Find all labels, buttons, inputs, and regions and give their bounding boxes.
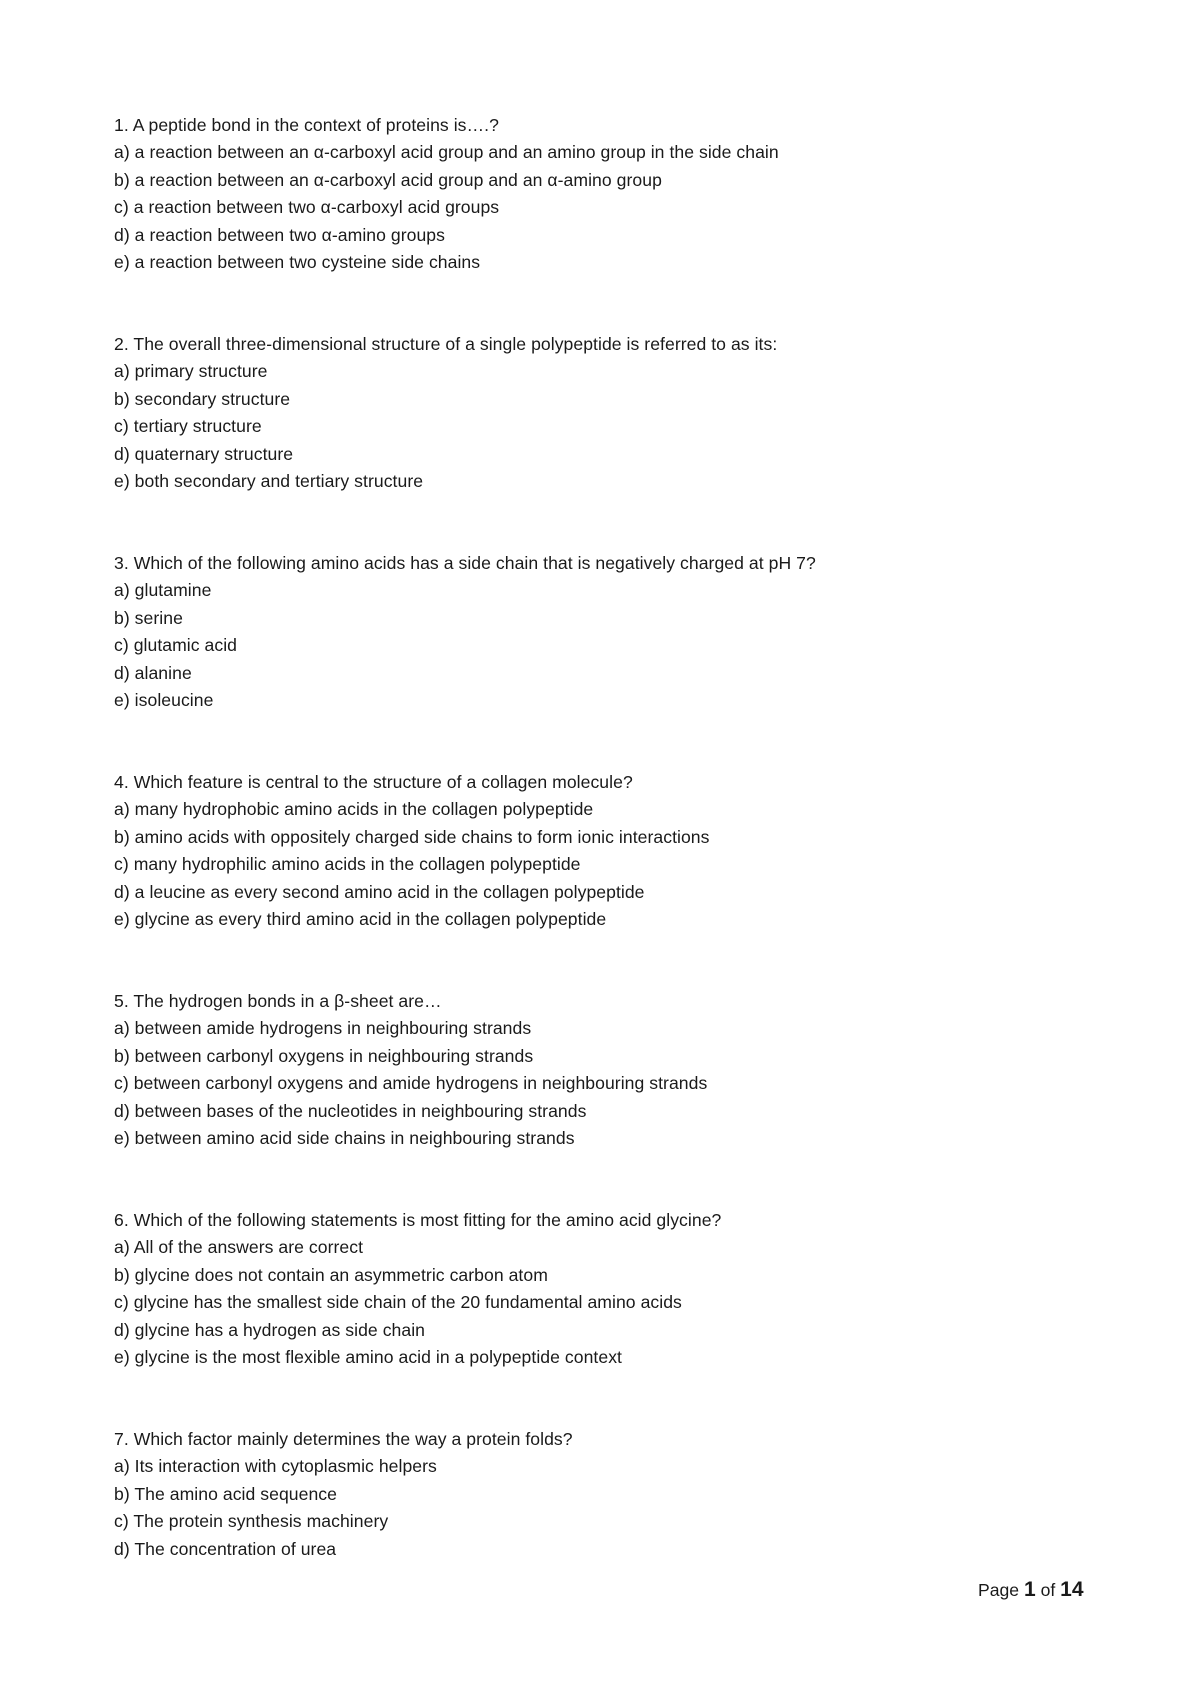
question-2 xyxy=(114,331,1114,495)
answer-option: d) a reaction between two α-amino groups xyxy=(114,224,445,245)
answer-option: a) Its interaction with cytoplasmic helpers xyxy=(114,1456,437,1477)
answer-option: d) alanine xyxy=(114,662,192,683)
answer-option: c) The protein synthesis machinery xyxy=(114,1511,389,1532)
question-7 xyxy=(114,1426,1114,1563)
total-pages-number: 14 xyxy=(1060,1578,1084,1601)
answer-option: e) glycine as every third amino acid in the collagen polypeptide xyxy=(114,908,607,929)
answer-option: c) many hydrophilic amino acids in the collagen polypeptide xyxy=(114,854,581,875)
question-text: 5. The hydrogen bonds in a β-sheet are… xyxy=(114,991,442,1011)
answer-option: a) glutamine xyxy=(114,580,212,601)
question-text: 4. Which feature is central to the structure of a collagen molecule? xyxy=(114,772,633,792)
answer-option: c) glycine has the smallest side chain of the 20 fundamental amino acids xyxy=(114,1292,682,1313)
answer-option: b) serine xyxy=(114,607,183,628)
answer-option: e) between amino acid side chains in neighbouring strands xyxy=(114,1127,575,1148)
answer-option: c) between carbonyl oxygens and amide hydrogens in neighbouring strands xyxy=(114,1073,708,1094)
answer-option: d) between bases of the nucleotides in neighbouring strands xyxy=(114,1100,587,1121)
answer-option: c) glutamic acid xyxy=(114,635,238,656)
question-4 xyxy=(114,769,1114,933)
answer-option: c) tertiary structure xyxy=(114,416,262,437)
answer-option: b) between carbonyl oxygens in neighbouring strands xyxy=(114,1045,534,1066)
answer-option: d) quaternary structure xyxy=(114,443,294,464)
answer-option: b) glycine does not contain an asymmetric carbon atom xyxy=(114,1264,548,1285)
answer-option: e) isoleucine xyxy=(114,689,214,710)
answer-option: b) a reaction between an α-carboxyl acid group and an α-amino group xyxy=(114,169,662,190)
answer-option: d) The concentration of urea xyxy=(114,1538,337,1559)
answer-option: a) a reaction between an α-carboxyl acid group and an amino group in the side chain xyxy=(114,142,779,163)
page-number-footer xyxy=(978,1578,1084,1602)
question-3 xyxy=(114,550,1114,714)
current-page-number: 1 xyxy=(1023,1578,1036,1601)
answer-option: a) between amide hydrogens in neighbouring strands xyxy=(114,1018,532,1039)
question-text: 1. A peptide bond in the context of proteins is….? xyxy=(114,115,499,135)
answer-option: b) secondary structure xyxy=(114,388,291,409)
answer-option: c) a reaction between two α-carboxyl acid groups xyxy=(114,197,500,218)
question-5 xyxy=(114,988,1114,1152)
answer-option: a) primary structure xyxy=(114,361,268,382)
question-text: 7. Which factor mainly determines the way a protein folds? xyxy=(114,1429,573,1449)
question-text: 6. Which of the following statements is most fitting for the amino acid glycine? xyxy=(114,1210,722,1230)
question-6 xyxy=(114,1207,1114,1371)
question-1 xyxy=(114,112,1114,276)
page-label: Page xyxy=(978,1580,1020,1600)
answer-option: b) The amino acid sequence xyxy=(114,1483,337,1504)
question-text: 3. Which of the following amino acids has a side chain that is negatively charged at pH 7? xyxy=(114,553,816,573)
answer-option: e) glycine is the most flexible amino acid in a polypeptide context xyxy=(114,1346,622,1367)
of-label: of xyxy=(1040,1580,1056,1600)
answer-option: d) a leucine as every second amino acid in the collagen polypeptide xyxy=(114,881,645,902)
answer-option: e) both secondary and tertiary structure xyxy=(114,470,424,491)
question-text: 2. The overall three-dimensional structure of a single polypeptide is referred to as its: xyxy=(114,334,778,354)
answer-option: d) glycine has a hydrogen as side chain xyxy=(114,1319,426,1340)
answer-option: e) a reaction between two cysteine side chains xyxy=(114,251,481,272)
answer-option: b) amino acids with oppositely charged side chains to form ionic interactions xyxy=(114,826,710,847)
answer-option: a) many hydrophobic amino acids in the collagen polypeptide xyxy=(114,799,594,820)
answer-option: a) All of the answers are correct xyxy=(114,1237,364,1258)
